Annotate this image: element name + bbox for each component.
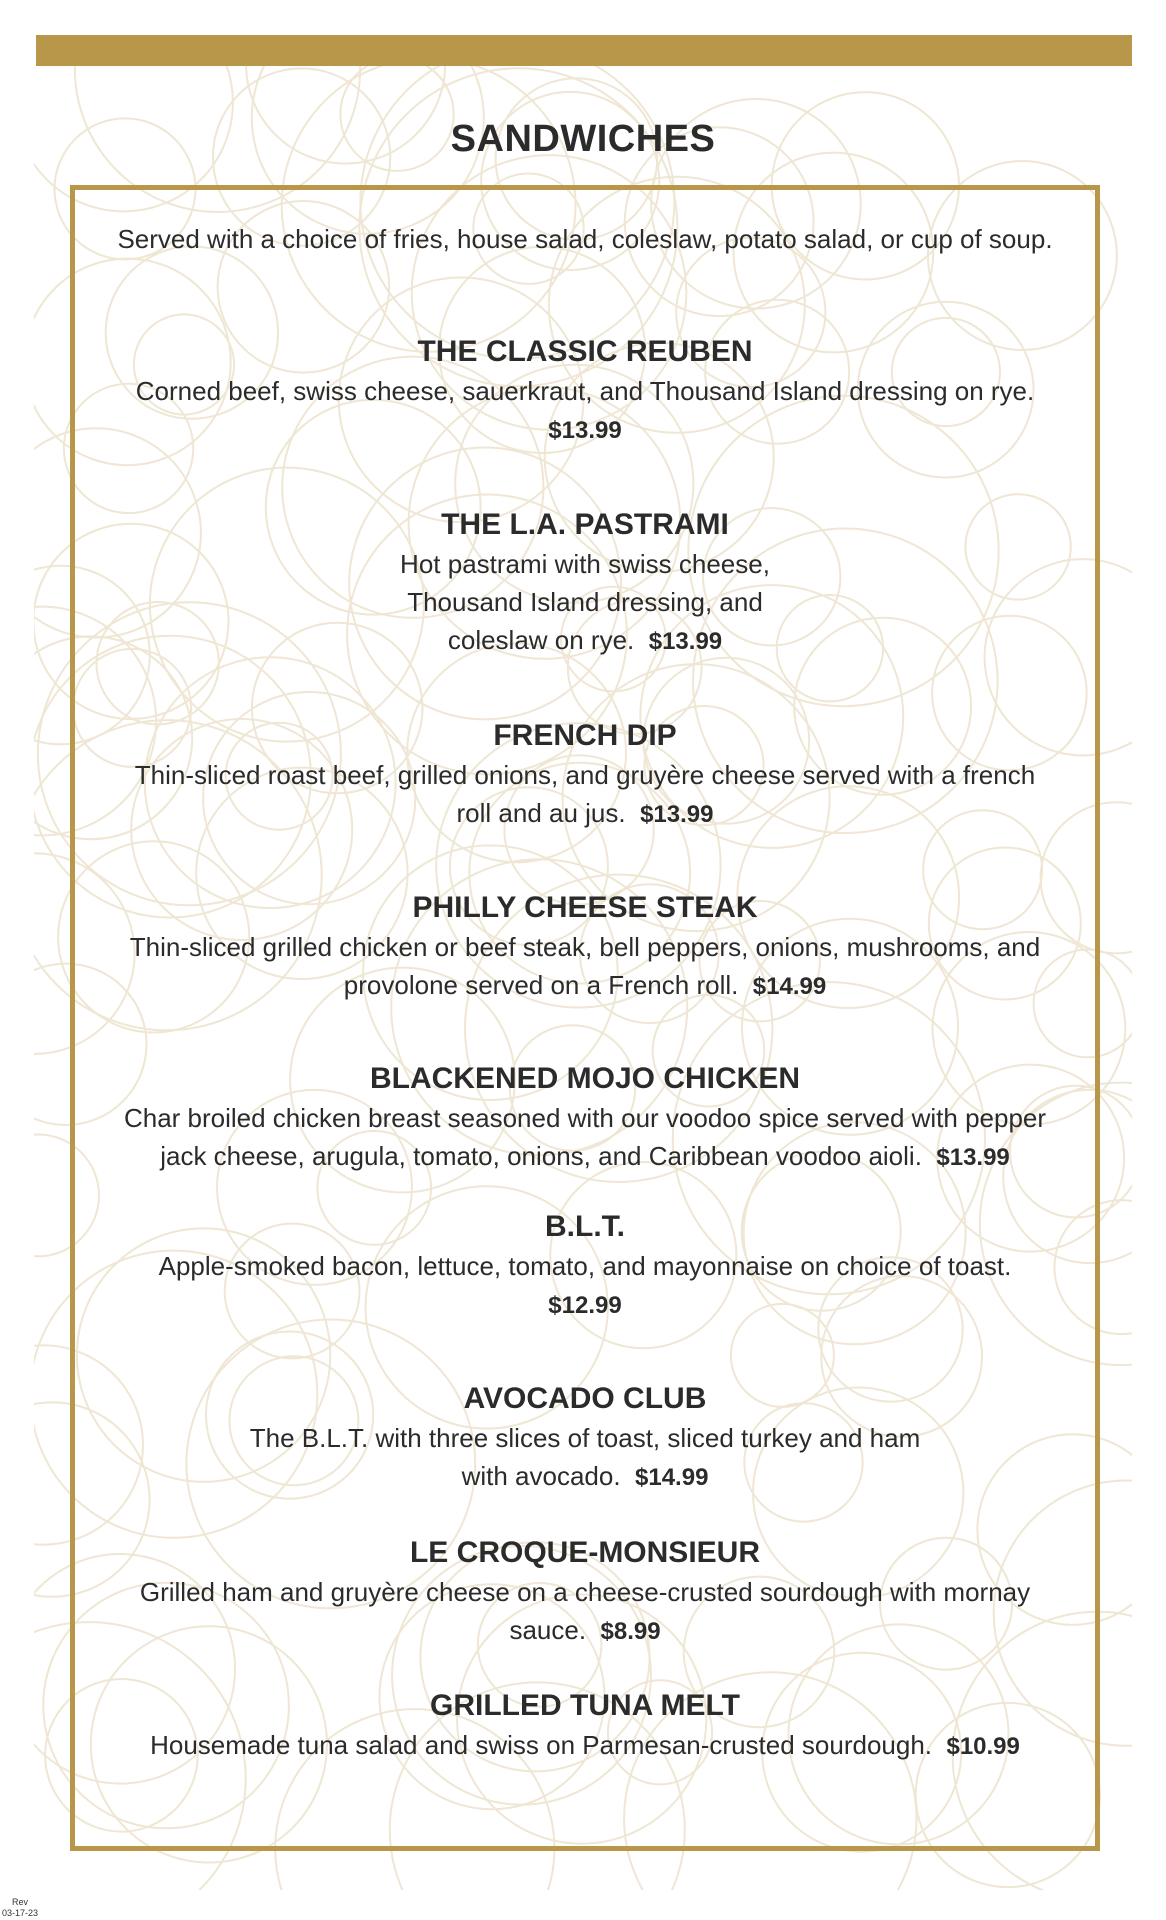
item-description: Corned beef, swiss cheese, sauerkraut, and Thousand Island dressing on rye. xyxy=(135,376,1035,406)
item-description: Char broiled chicken breast seasoned with our voodoo spice served with pepper xyxy=(123,1103,1047,1133)
menu-intro: Served with a choice of fries, house salad, coleslaw, potato salad, or cup of soup. xyxy=(117,224,1053,254)
item-name: PHILLY CHEESE STEAK xyxy=(412,891,758,924)
revision-label: Rev xyxy=(12,1897,29,1907)
menu-item-french-dip xyxy=(75,716,1095,834)
item-name: THE CLASSIC REUBEN xyxy=(417,335,753,368)
item-name: BLACKENED MOJO CHICKEN xyxy=(369,1062,801,1095)
revision-date: 03-17-23 xyxy=(2,1908,39,1918)
item-description: coleslaw on rye. xyxy=(447,625,635,655)
item-description: Thin-sliced roast beef, grilled onions, and gruyère cheese served with a french xyxy=(134,760,1036,790)
revision-stamp xyxy=(2,1897,38,1919)
item-description: sauce. xyxy=(509,1615,587,1645)
menu-item-blt xyxy=(75,1207,1095,1325)
item-description: roll and au jus. xyxy=(456,798,626,828)
menu-item-la-pastrami xyxy=(75,505,1095,661)
item-description: Housemade tuna salad and swiss on Parmesan-crusted sourdough. xyxy=(150,1730,933,1760)
item-price: $12.99 xyxy=(548,1292,622,1319)
item-name: GRILLED TUNA MELT xyxy=(430,1689,740,1722)
menu-item-philly-cheese-steak xyxy=(75,888,1095,1006)
item-name: AVOCADO CLUB xyxy=(463,1382,707,1415)
item-price: $8.99 xyxy=(600,1618,661,1645)
item-description: provolone served on a French roll. xyxy=(343,970,739,1000)
item-price: $13.99 xyxy=(936,1144,1010,1171)
item-description: Thin-sliced grilled chicken or beef steak, bell peppers, onions, mushrooms, and xyxy=(129,932,1041,962)
page-title: SANDWICHES xyxy=(450,118,716,160)
item-price: $14.99 xyxy=(635,1464,709,1491)
item-description: Thousand Island dressing, and xyxy=(407,587,763,617)
item-price: $13.99 xyxy=(648,628,723,655)
menu-item-blackened-mojo-chicken xyxy=(75,1059,1095,1177)
item-price: $13.99 xyxy=(548,417,622,444)
menu-item-classic-reuben xyxy=(75,332,1095,450)
item-description: Hot pastrami with swiss cheese, xyxy=(400,549,770,579)
item-description: with avocado. xyxy=(461,1461,621,1491)
item-name: THE L.A. PASTRAMI xyxy=(441,508,729,541)
item-name: LE CROQUE-MONSIEUR xyxy=(409,1536,760,1569)
item-price: $14.99 xyxy=(752,973,827,1000)
menu-item-avocado-club xyxy=(75,1379,1095,1497)
item-description: The B.L.T. with three slices of toast, sliced turkey and ham xyxy=(249,1423,921,1453)
item-description: jack cheese, arugula, tomato, onions, and Caribbean voodoo aioli. xyxy=(160,1141,922,1171)
item-description: Grilled ham and gruyère cheese on a cheese-crusted sourdough with mornay xyxy=(139,1577,1031,1607)
item-name: B.L.T. xyxy=(545,1210,625,1243)
menu-item-grilled-tuna-melt xyxy=(75,1686,1095,1766)
item-price: $10.99 xyxy=(946,1733,1020,1760)
item-price: $13.99 xyxy=(640,801,714,828)
header-gold-bar xyxy=(36,35,1132,66)
menu-item-le-croque-monsieur xyxy=(75,1533,1095,1651)
item-description: Apple-smoked bacon, lettuce, tomato, and mayonnaise on choice of toast. xyxy=(158,1251,1012,1281)
item-name: FRENCH DIP xyxy=(493,719,677,752)
